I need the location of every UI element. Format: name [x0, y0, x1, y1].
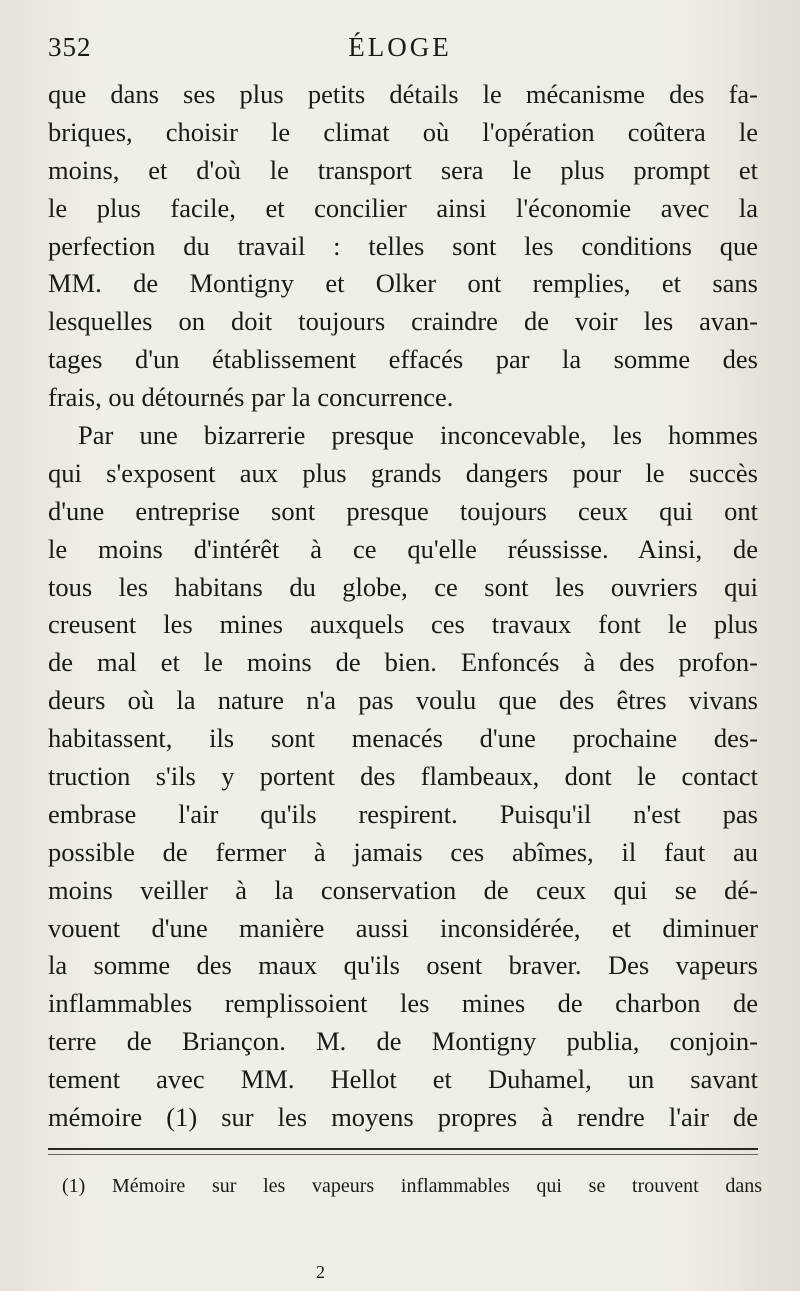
- text-line: creusent les mines auxquels ces travaux font le plus: [48, 609, 758, 640]
- footnote-rule-thin: [48, 1154, 758, 1155]
- text-line: deurs où la nature n'a pas voulu que des êtres vivans: [48, 685, 758, 716]
- text-line: perfection du travail : telles sont les conditions que: [48, 230, 758, 261]
- text-line: truction s'ils y portent des flambeaux, dont le contact: [48, 761, 758, 792]
- text-line: possible de fermer à jamais ces abîmes, il faut au: [48, 836, 758, 867]
- text-line: tages d'un établissement effacés par la somme des: [48, 344, 758, 375]
- text-line: embrase l'air qu'ils respirent. Puisqu'il n'est pas: [48, 798, 758, 829]
- text-line: que dans ses plus petits détails le mécanisme des fa-: [48, 79, 758, 109]
- text-line: qui s'exposent aux plus grands dangers pour le succès: [48, 457, 758, 488]
- text-line: d'une entreprise sont presque toujours ceux qui ont: [48, 495, 758, 526]
- page-number: 352: [48, 32, 92, 62]
- text-line: terre de Briançon. M. de Montigny publia, conjoin-: [48, 1026, 758, 1057]
- text-line: MM. de Montigny et Olker ont remplies, et sans: [48, 268, 758, 299]
- page-header: [48, 32, 752, 72]
- text-line: de mal et le moins de bien. Enfoncés à des profon-: [48, 647, 758, 678]
- text-line: lesquelles on doit toujours craindre de voir les avan-: [48, 306, 758, 337]
- text-line: le moins d'intérêt à ce qu'elle réussisse. Ainsi, de: [48, 533, 758, 564]
- text-line: tous les habitans du globe, ce sont les ouvriers qui: [48, 571, 758, 602]
- text-line: inflammables remplissoient les mines de charbon de: [48, 988, 758, 1019]
- text-line: briques, choisir le climat où l'opération coûtera le: [48, 116, 758, 147]
- text-line: moins veiller à la conservation de ceux qui se dé-: [48, 874, 758, 905]
- text-line: la somme des maux qu'ils osent braver. Des vapeurs: [48, 950, 758, 981]
- text-line: tement avec MM. Hellot et Duhamel, un savant: [48, 1064, 758, 1095]
- text-line: Par une bizarrerie presque inconcevable, les hommes: [78, 420, 758, 451]
- text-line: moins, et d'où le transport sera le plus prompt et: [48, 154, 758, 185]
- footnote: (1) Mémoire sur les vapeurs inflammables qui se trouvent dans: [62, 1175, 762, 1197]
- text-line: mémoire (1) sur les moyens propres à rendre l'air de: [48, 1102, 758, 1133]
- text-line: le plus facile, et concilier ainsi l'économie avec la: [48, 192, 758, 223]
- running-head: ÉLOGE: [348, 32, 452, 62]
- text-line: habitassent, ils sont menacés d'une prochaine des-: [48, 723, 758, 754]
- text-line: vouent d'une manière aussi inconsidérée, et diminuer: [48, 912, 758, 943]
- body-text: [48, 76, 758, 1137]
- signature-mark: 2: [316, 1262, 325, 1282]
- footnote-rule: [48, 1148, 758, 1150]
- text-line: frais, ou détournés par la concurrence.: [48, 382, 454, 413]
